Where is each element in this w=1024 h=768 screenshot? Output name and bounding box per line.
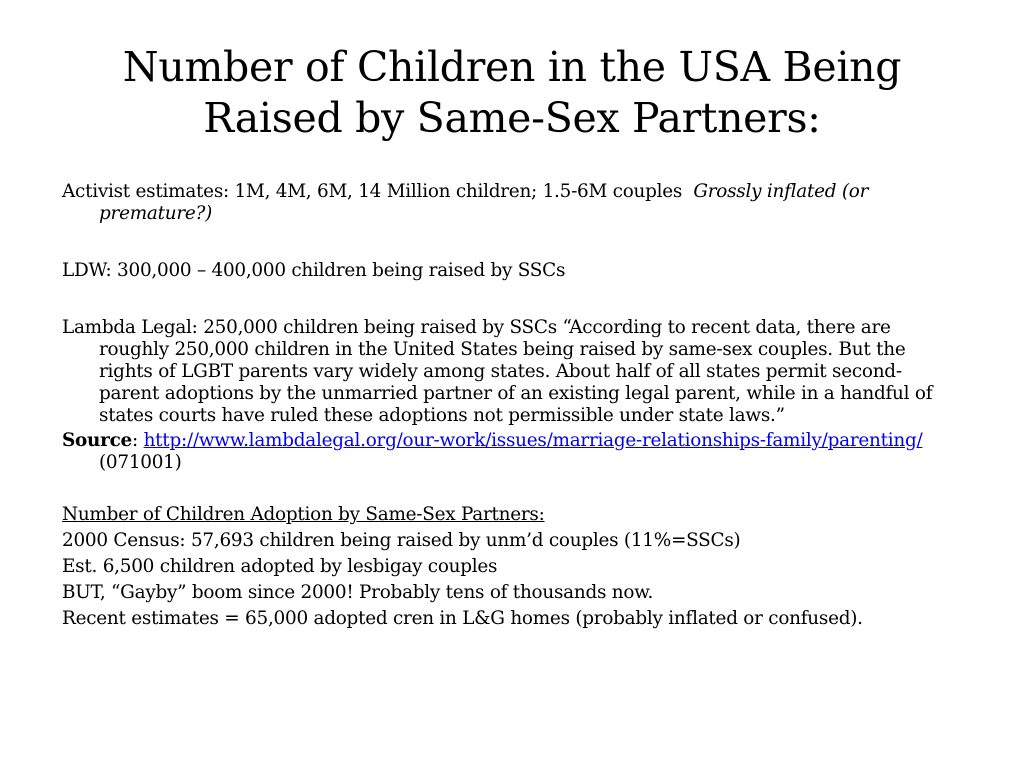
adoption-line-estimate: Est. 6,500 children adopted by lesbigay couples — [62, 556, 498, 577]
source-paragraph — [62, 430, 952, 474]
adoption-line-census: 2000 Census: 57,693 children being raised by unm’d couples (11%=SSCs) — [62, 530, 741, 551]
slide-title — [60, 42, 964, 144]
title-line-2: Raised by Same-Sex Partners: — [203, 94, 821, 142]
source-colon: : — [132, 430, 144, 451]
lambda-legal-paragraph — [62, 317, 952, 427]
adoption-line-recent-estimates: Recent estimates = 65,000 adopted cren in L&G homes (probably inflated or confused). — [62, 608, 863, 629]
adoption-heading: Number of Children Adoption by Same-Sex Partners: — [62, 504, 545, 525]
activist-estimates-text: Activist estimates: 1M, 4M, 6M, 14 Million children; 1.5-6M couples — [62, 181, 683, 202]
activist-estimates-paragraph — [62, 181, 952, 225]
slide-body — [62, 181, 952, 630]
source-label: Source — [62, 430, 133, 451]
source-date: (071001) — [99, 452, 182, 473]
lambda-legal-text: Lambda Legal: 250,000 children being raised by SSCs “According to recent data, there are roughly 250,000 children in the United States being raised by same-sex couples. But the rights of LGBT parents vary widely among states. About half of all states permit second-parent adoptions by the unmarried partner of an existing legal parent, while in a handful of states courts have ruled these adoptions not permissible under state laws.” — [62, 317, 933, 426]
ldw-paragraph — [62, 260, 952, 282]
adoption-line-gayby-boom: BUT, “Gayby” boom since 2000! Probably tens of thousands now. — [62, 582, 654, 603]
title-line-1: Number of Children in the USA Being — [122, 43, 902, 91]
activist-estimates-note: Grossly inflated (or premature?) — [99, 181, 869, 224]
source-link[interactable]: http://www.lambdalegal.org/our-work/issues/marriage-relationships-family/parenting/ — [143, 430, 923, 451]
ldw-text: LDW: 300,000 – 400,000 children being raised by SSCs — [62, 260, 566, 281]
